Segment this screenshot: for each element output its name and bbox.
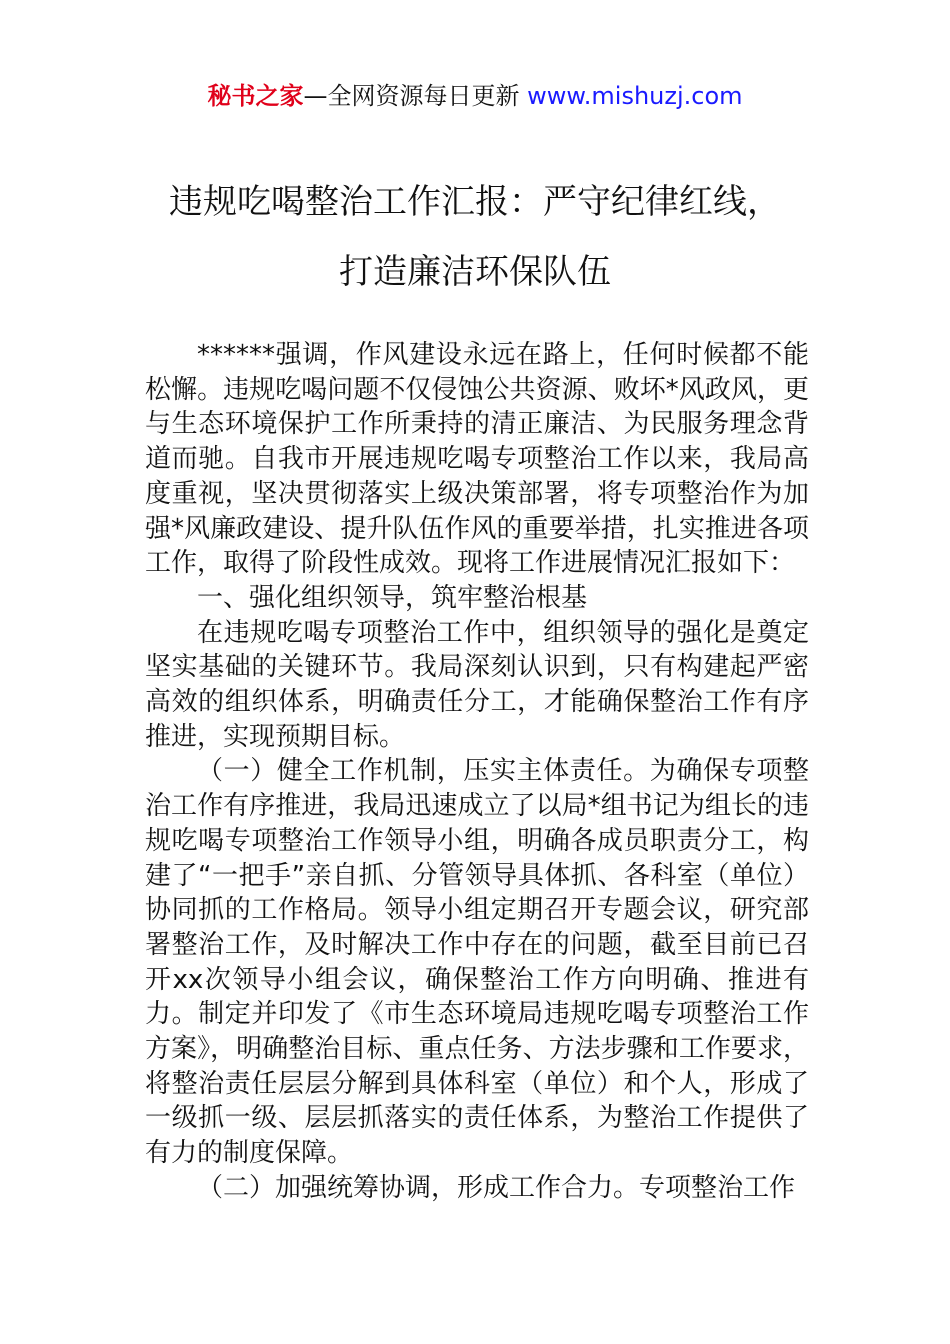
document-title-line-2: 打造廉洁环保队伍 [339,252,611,292]
paragraph-subsection-2: （二）加强统筹协调，形成工作合力。专项整治工作 [197,1172,796,1203]
header-tagline: —全网资源每日更新 [303,82,520,110]
document-title-line-1: 违规吃喝整治工作汇报：严守纪律红线， [169,182,781,222]
paragraph-subsection-1: （一）健全工作机制，压实主体责任。为确保专项整治工作有序推进，我局迅速成立了以局*组书记为组长的违规吃喝专项整治工作领导小组，明确各成员职责分工，构建了“一把手”亲自抓、分管领导具体抓、各科室（单位）协同抓的工作格局。领导小组定期召开专题会议，研究部署整治工作，及时解决工作中存在的问题，截至目前已召开xx次领导小组会议，确保整治工作方向明确、推进有力。制定并印发了《市生态环境局违规吃喝专项整治工作方案》，明确整治目标、重点任务、方法步骤和工作要求，将整治责任层层分解到具体科室（单位）和个人，形成了一级抓一级、层层抓落实的责任体系，为整治工作提供了有力的制度保障。 [145,756,809,1169]
site-url[interactable]: www.mishuzj.com [527,82,743,110]
site-header [0,80,950,112]
section-heading-1: 一、强化组织领导，筑牢整治根基 [197,582,588,613]
paragraph-section-1-intro: 在违规吃喝专项整治工作中，组织领导的强化是奠定坚实基础的关键环节。我局深刻认识到，只有构建起严密高效的组织体系，明确责任分工，才能确保整治工作有序推进，实现预期目标。 [145,617,809,752]
document-body [145,338,809,1206]
brand-name: 秘书之家 [207,82,304,110]
paragraph-intro: ******强调，作风建设永远在路上，任何时候都不能松懈。违规吃喝问题不仅侵蚀公共资源、败坏*风政风，更与生态环境保护工作所秉持的清正廉洁、为民服务理念背道而驰。自我市开展违规吃喝专项整治工作以来，我局高度重视，坚决贯彻落实上级决策部署，将专项整治作为加强*风廉政建设、提升队伍作风的重要举措，扎实推进各项工作，取得了阶段性成效。现将工作进展情况汇报如下： [145,340,809,579]
